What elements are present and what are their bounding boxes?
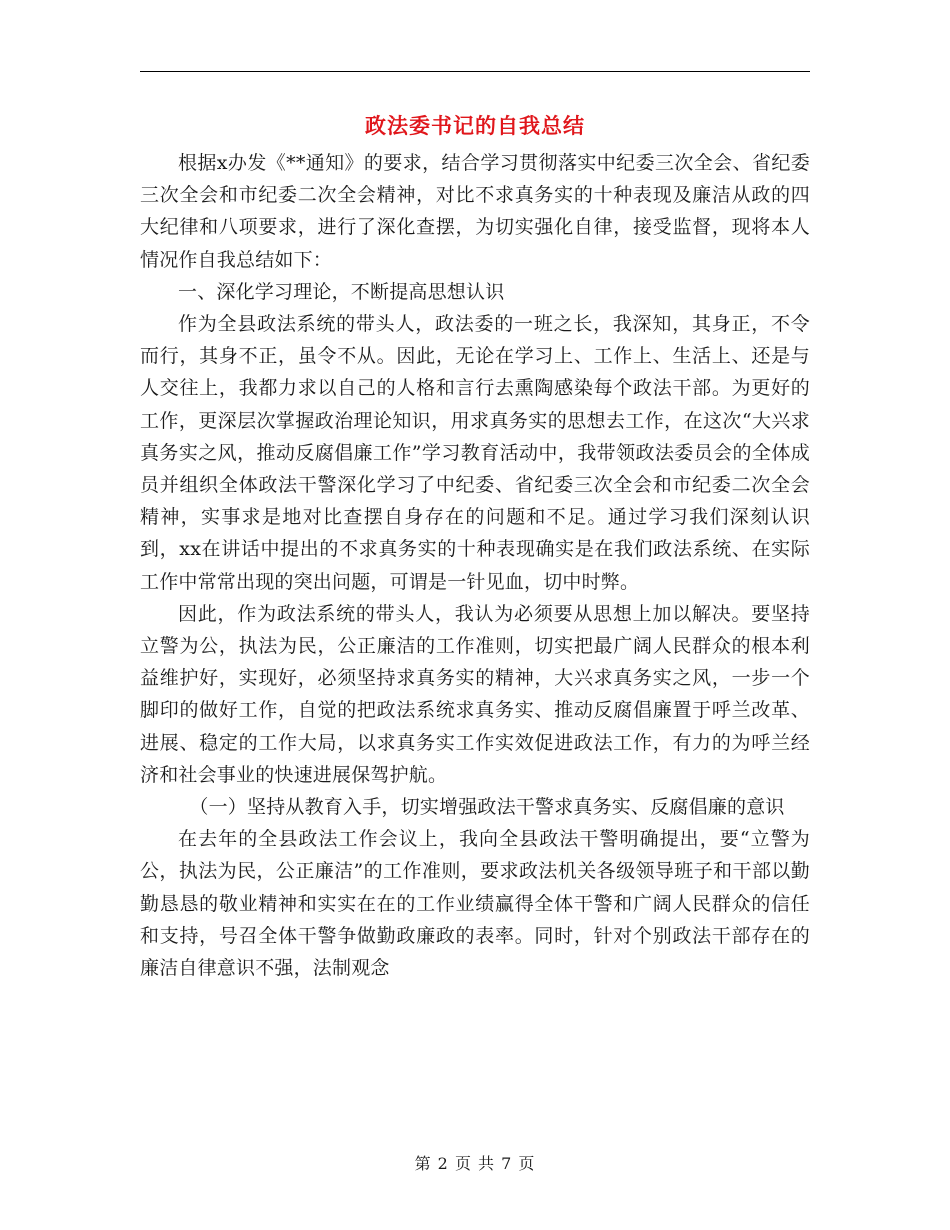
paragraph-intro: 根据x办发《**通知》的要求，结合学习贯彻落实中纪委三次全会、省纪委三次全会和市纪委二次全会精神，对比不求真务实的十种表现及廉洁从政的四大纪律和八项要求，进行了深化查摆，为切实强化自律，接受监督，现将本人情况作自我总结如下： (140, 152, 810, 271)
page-number: 第 2 页 共 7 页 (414, 1154, 536, 1173)
section-heading-1: 一、深化学习理论，不断提高思想认识 (178, 280, 505, 303)
paragraph-study: 作为全县政法系统的带头人，政法委的一班之长，我深知，其身正，不令而行，其身不正，虽令不从。因此，无论在学习上、工作上、生活上、还是与人交往上，我都力求以自己的人格和言行去熏陶感染每个政法干部。为更好的工作，更深层次掌握政治理论知识，用求真务实的思想去工作，在这次“大兴求真务实之风，推动反腐倡廉工作”学习教育活动中，我带领政法委员会的全体成员并组织全体政法干警深化学习了中纪委、省纪委三次全会和市纪委二次全会精神，实事求是地对比查摆自身存在的问题和不足。通过学习我们深刻认识到，xx在讲话中提出的不求真务实的十种表现确实是在我们政法系统、在实际工作中常常出现的突出问题，可谓是一针见血，切中时弊。 (140, 313, 810, 593)
paragraph-conclusion: 因此，作为政法系统的带头人，我认为必须要从思想上加以解决。要坚持立警为公，执法为民，公正廉洁的工作准则，切实把最广阔人民群众的根本利益维护好，实现好，必须坚持求真务实的精神，大兴求真务实之风，一步一个脚印的做好工作，自觉的把政法系统求真务实、推动反腐倡廉置于呼兰改革、进展、稳定的工作大局，以求真务实工作实效促进政法工作，有力的为呼兰经济和社会事业的快速进展保驾护航。 (140, 602, 810, 786)
header-rule (140, 71, 810, 72)
paragraph-education: 在去年的全县政法工作会议上，我向全县政法干警明确提出，要“立警为公，执法为民，公正廉洁”的工作准则，要求政法机关各级领导班子和干部以勤勤恳恳的敬业精神和实实在在的工作业绩赢得全体干警和广阔人民群众的信任和支持，号召全体干警争做勤政廉政的表率。同时，针对个别政法干部存在的廉洁自律意识不强，法制观念 (140, 828, 810, 980)
document-title: 政法委书记的自我总结 (365, 113, 585, 138)
document-body (140, 147, 810, 984)
subsection-heading-1: （一）坚持从教育入手，切实增强政法干警求真务实、反腐倡廉的意识 (189, 796, 785, 819)
